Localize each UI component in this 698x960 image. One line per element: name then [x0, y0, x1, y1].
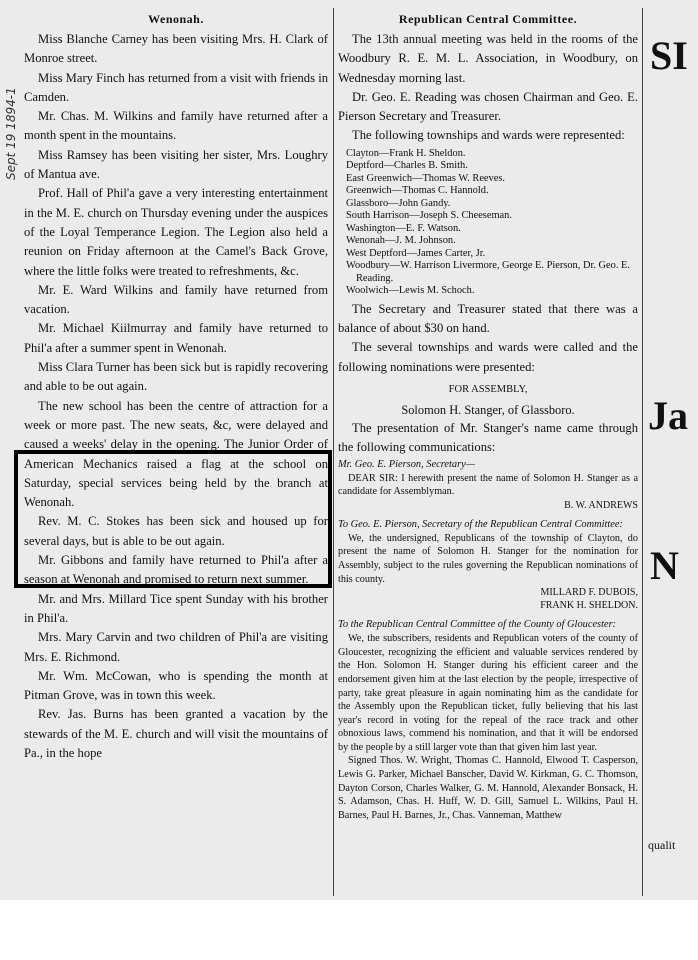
news-item: Mr. Michael Kiilmurray and family have returned to Phil'a after a summer spent in Wenonah. — [24, 321, 328, 355]
intro-paragraph: The following townships and wards were represented: — [352, 128, 625, 143]
letter2-salutation: To Geo. E. Pierson, Secretary of the Republican Central Committee: — [338, 518, 623, 530]
edge-letters-low: N — [650, 543, 679, 588]
news-item: Miss Clara Turner has been sick but is rapidly recovering and able to be out again. — [24, 360, 328, 394]
republican-committee-column — [338, 12, 638, 892]
column-rule-left — [333, 8, 334, 896]
letter3-body: We, the subscribers, residents and Republican voters of the county of Gloucester, recognizing the efficient and valuable services rendered by the Hon. Solomon H. Stanger during his efficient career and the endorsement given him at the last election by the people, irrespective of party, take great pleasure in again nominating him as the candidate for the Assembly upon the Republican ticket, fully believing that his last year's record in voting for the repeal of the race track and other obnoxious laws, commend his nomination, and that it will be endorsed by the people by a still larger vote than that given him last year. — [338, 633, 638, 753]
committee-heading: Republican Central Committee. — [398, 12, 578, 26]
delegate-entry: Washington—E. F. Watson. — [346, 222, 461, 234]
wenonah-items — [24, 30, 328, 763]
nominee-line: Solomon H. Stanger, of Glassboro. — [401, 402, 575, 417]
delegate-entry: Wenonah—J. M. Johnson. — [346, 235, 456, 247]
edge-word-bottom: qualit — [648, 838, 676, 852]
news-item: Mr. and Mrs. Millard Tice spent Sunday with his brother in Phil'a. — [24, 591, 328, 625]
news-item: Mr. Chas. M. Wilkins and family have returned after a month spent in the mountains. — [24, 109, 328, 143]
news-item: Mr. E. Ward Wilkins and family have returned from vacation. — [24, 282, 328, 317]
date-note-text: Sept 19 1894-1 — [4, 87, 18, 180]
news-item: Miss Blanche Carney has been visiting Mrs. H. Clark of Monroe street. — [24, 32, 328, 66]
presentation-paragraph: The presentation of Mr. Stanger's name came through the following communications: — [338, 420, 638, 455]
adjacent-column-fragment — [646, 12, 698, 892]
delegate-entry: Woolwich—Lewis M. Schoch. — [346, 285, 475, 297]
letter3-salutation: To the Republican Central Committee of the County of Gloucester: — [338, 619, 617, 631]
letter1-salutation: Mr. Geo. E. Pierson, Secretary— — [338, 458, 475, 470]
letter1-signature: B. W. ANDREWS — [564, 499, 638, 511]
letter2-signature: MILLARD F. DUBOIS, — [540, 587, 638, 599]
delegate-entry: Clayton—Frank H. Sheldon. — [346, 147, 466, 159]
after-paragraph: The several townships and wards were called and the following nominations were presented: — [338, 340, 638, 374]
news-item: The new school has been the centre of attraction for a week or more past. The new seats, &c, were delayed and caused a weeks' delay in the opening. The Junior Order of American Mechanics raised a flag at the school on Saturday, special services being held by the branch at Wenonah. — [24, 398, 328, 510]
delegate-entry: Woodbury—W. Harrison Livermore, George E. Pierson, Dr. Geo. E. Reading. — [346, 260, 630, 284]
news-item: Miss Mary Finch has returned from a visit with friends in Camden. — [24, 70, 328, 104]
news-item: Prof. Hall of Phil'a gave a very interesting entertainment in the M. E. church on Thursday evening under the auspices of the Loyal Temperance Legion. The Legion also held a reunion on Friday afternoon at the Camel's Back Grove, where the little folks were treated to refreshments, &c. — [24, 186, 328, 278]
delegate-entry: Glassboro—John Gandy. — [346, 197, 451, 209]
signatories-paragraph: Signed Thos. W. Wright, Thomas C. Hannold, Elwood T. Casperson, Lewis G. Parker, Michael Banscher, David W. Kirkman, G. C. Thomson, Dayton Corson, Charles Walker, G. M. Hannold, Alexander Bonsack, H. S. Adamson, Chas. H. Huff, W. D. Gill, Samuel L. Wilkins, Paul H. Barnes, Paul H. Barnes, Jr., Chas. Vanneman, Matthew — [338, 755, 638, 821]
for-assembly-heading: FOR ASSEMBLY, — [448, 383, 528, 395]
edge-letters-top: SI — [650, 33, 688, 78]
letter1-body: DEAR SIR: I herewith present the name of Solomon H. Stanger as a candidate for Assemblyman. — [338, 472, 638, 498]
intro-paragraph: Dr. Geo. E. Reading was chosen Chairman and Geo. E. Pierson Secretary and Treasurer. — [338, 89, 638, 124]
delegate-entry: South Harrison—Joseph S. Cheeseman. — [346, 210, 512, 222]
delegate-entry: West Deptford—James Carter, Jr. — [346, 247, 486, 259]
news-item: Rev. M. C. Stokes has been sick and housed up for several days, but is able to be out again. — [24, 514, 328, 548]
news-item: Miss Ramsey has been visiting her sister, Mrs. Loughry of Mantua ave. — [24, 147, 328, 182]
delegate-entry: East Greenwich—Thomas W. Reeves. — [346, 172, 505, 184]
delegate-list — [346, 148, 638, 298]
wenonah-heading: Wenonah. — [148, 12, 204, 26]
after-paragraph: The Secretary and Treasurer stated that there was a balance of about $30 on hand. — [338, 301, 638, 336]
letter2-body: We, the undersigned, Republicans of the township of Clayton, do present the name of Solomon H. Stanger for the nomination for Assembly, subject to the rules governing the Republican nominations of this county. — [338, 532, 638, 585]
delegate-entry: Deptford—Charles B. Smith. — [346, 160, 468, 172]
letter2-signature: FRANK H. SHELDON. — [540, 600, 638, 612]
news-item: Mr. Gibbons and family have returned to Phil'a after a season at Wenonah and promised to return next summer. — [24, 553, 328, 587]
news-item: Rev. Jas. Burns has been granted a vacation by the stewards of the M. E. church and will visit the mountains of Pa., in the hope — [24, 707, 328, 760]
news-item: Mrs. Mary Carvin and two children of Phil'a are visiting Mrs. E. Richmond. — [24, 630, 328, 664]
edge-letters-mid: Ja — [648, 393, 688, 438]
handwritten-date-note — [2, 30, 20, 180]
delegate-entry: Greenwich—Thomas C. Hannold. — [346, 185, 489, 197]
column-rule-right — [642, 8, 643, 896]
news-item: Mr. Wm. McCowan, who is spending the month at Pitman Grove, was in town this week. — [24, 668, 328, 703]
blank-margin — [0, 900, 698, 960]
intro-paragraph: The 13th annual meeting was held in the rooms of the Woodbury R. E. M. L. Association, in Woodbury, on Wednesday morning last. — [338, 32, 638, 85]
highlight-box — [14, 450, 332, 588]
